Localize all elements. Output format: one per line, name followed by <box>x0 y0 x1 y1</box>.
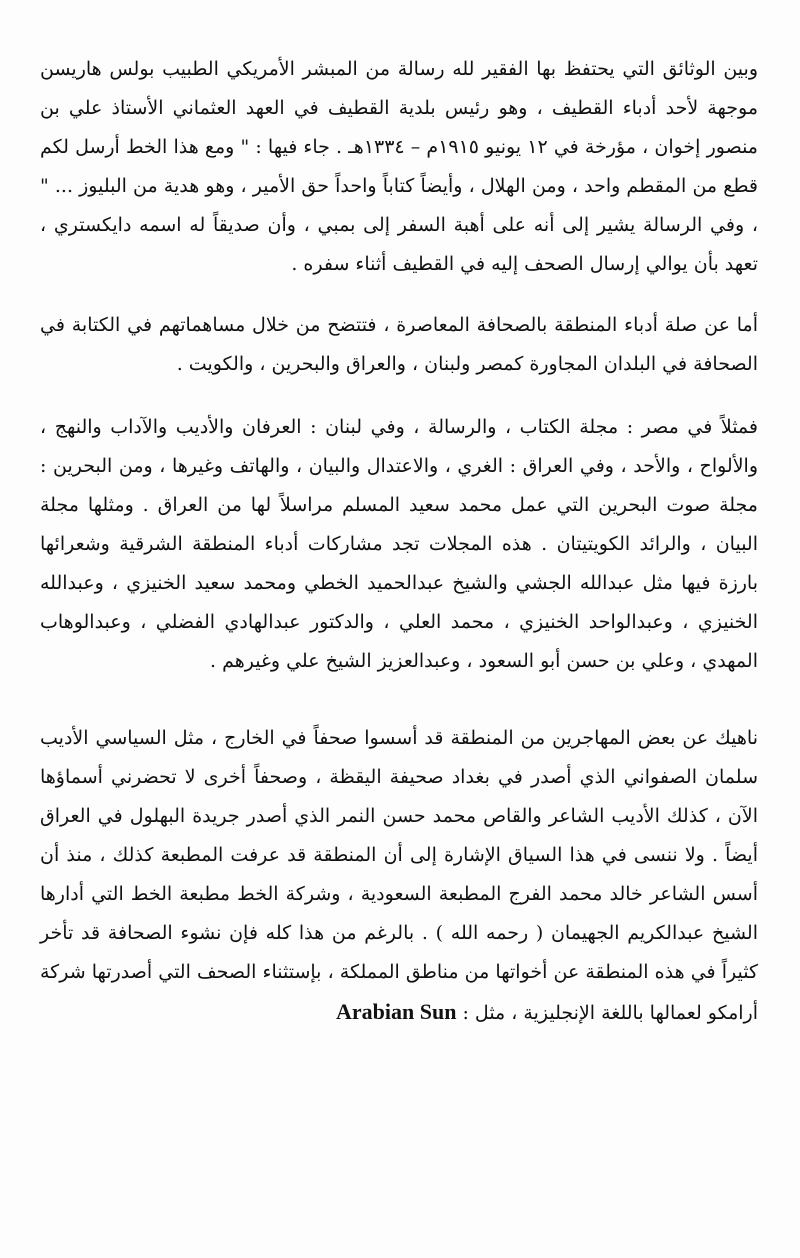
paragraph-magazines: فمثلاً في مصر : مجلة الكتاب ، والرسالة ، وفي لبنان : العرفان والأديب والآداب والنهج ، والألواح ، والأحد ، وفي العراق : الغري ، والاعتدال والبيان ، والهاتف وغيرها ، ومن البحرين : مجلة صوت البحرين التي عمل محمد سعيد المسلم مراسلاً لها من العراق . ومثلها مجلة البيان ، والرائد الكويتيتان . هذه المجلات تجد مشاركات أدباء المنطقة الشرقية وشعرائها بارزة فيها مثل عبدالله الجشي والشيخ عبدالحميد الخطي ومحمد سعيد الخنيزي ، وعبدالله الخنيزي ، وعبدالواحد الخنيزي ، محمد العلي ، والدكتور عبدالهادي الفضلي ، وعبدالوهاب المهدي ، وعلي بن حسن أبو السعود ، وعبدالعزيز الشيخ علي وغيرهم . <box>40 416 758 672</box>
arabian-sun-term: Arabian Sun <box>335 999 457 1024</box>
paragraph-press-relation: أما عن صلة أدباء المنطقة بالصحافة المعاصرة ، فتتضح من خلال مساهماتهم في الكتابة في الصحافة في البلدان المجاورة كمصر ولبنان ، والعراق والبحرين ، والكويت . <box>40 314 758 375</box>
paragraph-emigrants <box>40 719 758 1033</box>
paragraph-letter: وبين الوثائق التي يحتفظ بها الفقير لله رسالة من المبشر الأمريكي الطبيب بولس هاريسن موجهة لأحد أدباء القطيف ، وهو رئيس بلدية القطيف في العهد العثماني الأستاذ علي بن منصور إخوان ، مؤرخة في ١٢ يونيو ١٩١٥م – ١٣٣٤هـ . جاء فيها : " ومع هذا الخط أرسل لكم قطع من المقطم واحد ، ومن الهلال ، وأيضاً كتاباً واحداً حق الأمير ، وهو هدية من البليوز ... " ، وفي الرسالة يشير إلى أنه على أهبة السفر إلى بمبي ، وأن صديقاً له اسمه دايكستري ، تعهد بأن يوالي إرسال الصحف إليه في القطيف أثناء سفره . <box>40 58 758 275</box>
paragraph-emigrants-text: ناهيك عن بعض المهاجرين من المنطقة قد أسسوا صحفاً في الخارج ، مثل السياسي الأديب سلمان الصفواني الذي أصدر في بغداد صحيفة اليقظة ، وصحفاً أخرى لا تحضرني أسماؤها الآن ، كذلك الأديب الشاعر والقاص محمد حسن النمر الذي أصدر جريدة البهلول في العراق أيضاً . ولا ننسى في هذا السياق الإشارة إلى أن المنطقة قد عرفت المطبعة كذلك ، منذ أن أسس الشاعر خالد محمد الفرج المطبعة السعودية ، وشركة الخط مطبعة الخط التي أدارها الشيخ عبدالكريم الجهيمان ( رحمه الله ) . بالرغم من هذا كله فإن نشوء الصحافة قد تأخر كثيراً في هذه المنطقة عن أخواتها من مناطق المملكة ، بإستثناء الصحف التي أصدرتها شركة أرامكو لعمالها باللغة الإنجليزية ، مثل : <box>40 727 758 1024</box>
